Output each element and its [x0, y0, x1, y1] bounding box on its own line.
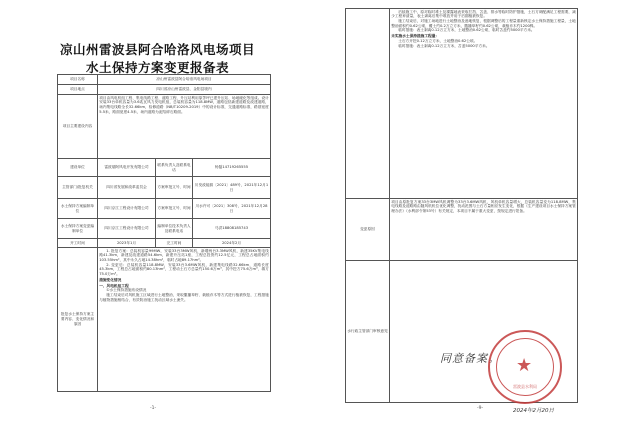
value-approval-number: 川发改能源〔2021〕489号，2021年12月1日: [193, 177, 271, 199]
label-project-name: 项目名称: [58, 75, 98, 85]
continued-blank-label: [346, 9, 390, 199]
value-main-content: 项目由风电机组工程、集电线路工程、道路工程、升压站利用原茅坪已建升压站、场地硬化等组成。设计安装33台单机容量为3.6兆瓦风力发电机组，总装机容量为118.8MW，道路包括新建道路及改建道路，场内集电线路全长32.66km，检修道路（NB/T10209-2019）中的设计标准，交通道路标准，路基宽度5.5米，路面宽度4.5米，场内道路为泥结碎石路面。: [98, 95, 271, 159]
label-project-location: 项目地点: [58, 85, 98, 95]
continued-paragraph-2: 施工结束后，对施工场地进行土地整治及迹地恢复，根据调整后的工程量重新核定水土保持措施工程量，土地整治面积约0.62公顷，覆土约0.2万立方米，撒播草籽约0.62公顷，栽植乔木约1200株。: [391, 19, 576, 28]
seal-text: 雷波县水利局: [513, 384, 537, 389]
label-change-description: 批复水土保持方案主要内容、变化情况和原因: [58, 248, 98, 392]
continued-paragraph-4: 未实施水土保持措施工程量：: [391, 34, 440, 39]
value-change-reason: 项目由原批复方案33台3MW风机调整为33台3.6MW风机，风机单机容量增大，总装机容量变为118.8MW，集电线路及道路路由随风机机位优化调整，扰动范围与土石方量相应发生变化，根据《生产建设项目水土保持方案管理办法》（水利部令第53号）有关规定，本项目不属于重大变更，按规定进行报备。: [390, 199, 578, 261]
continued-paragraph-6: 临时措施：表土剥离0.12万立方米，苫盖5000平方米。: [398, 43, 490, 48]
value-start-time: 2023年1月: [98, 239, 156, 248]
label-approval-authority: 主管部门/批复机关: [58, 177, 98, 199]
value-construction-unit: 雷波瑞阿风电开发有限公司: [98, 159, 156, 177]
label-main-content: 项目主要建设内容: [58, 95, 98, 159]
measure-heading: 措施变化情况: [99, 277, 122, 282]
label-authority-opinion: 水行政主管部门审核意见: [346, 261, 390, 403]
handwritten-date: 2024年2月20日: [513, 408, 554, 414]
value-project-name: 凉山州雷波县阿合哈洛风电场项目: [98, 75, 271, 85]
change-paragraph-2: 2. 变更后：总装机容量118.8MW，安装33台3.6MW风机，新建集电线路32.66km，道路长度45.3km，工程总占地面积约80.13hm²，工程动土石方总量约150.6万m³，其中挖方75.6万m³，填方75.0万m³。: [99, 262, 269, 277]
label-contact-person: 联系负责人及联系电话: [156, 159, 193, 177]
seal-star-icon: ★: [516, 355, 533, 376]
continued-measures-cell: [390, 9, 578, 199]
label-plan-approval: 方案审批文号、时间: [156, 199, 193, 219]
change-report-table: [57, 74, 271, 392]
value-plan-unit: 四川京江工程设计有限公司: [98, 199, 156, 219]
report-title-line2: 水土保持方案变更报备表: [85, 60, 229, 75]
label-approval-number: 方案审批文号、时间: [156, 177, 193, 199]
measure-text: 施工结束后对风机施工区域进行土地整治，采取撒播草籽、栽植乔木等方式进行植被恢复，工程措施与植物措施相结合，有效防治施工扰动区域水土流失。: [99, 292, 269, 302]
change-description-cell: [98, 248, 271, 392]
label-construction-unit: 建设单位: [58, 159, 98, 177]
value-tech-lead: 马洪18808185743: [193, 219, 271, 239]
value-end-time: 2024年2月: [193, 239, 271, 248]
continued-paragraph-5: 土石方开挖0.12万立方米，土地整治0.62公顷。: [398, 38, 478, 43]
value-approval-authority: 四川省发展和改革委员会: [98, 177, 156, 199]
report-title-line1: 凉山州雷波县阿合哈洛风电场项目: [59, 42, 255, 57]
value-change-unit: 四川京江工程设计有限公司: [98, 219, 156, 239]
label-start-time: 开工时间: [58, 239, 98, 248]
official-seal: [488, 330, 562, 404]
continued-paragraph-3: 临时措施：表土剥离0.12万立方米，土地整治0.62公顷，临时苫盖约5000平方米。: [398, 28, 535, 33]
value-project-location: 四川省凉山州雷波县、金阳县境内: [98, 85, 271, 95]
continued-paragraph-1: 后续施工中，原对临时堆土及裸露地表采取拦挡、苫盖、排水等临时防护措施，土石方调配满足工程需要，减少工程弃渣量，表土剥离后集中堆放并用于后期植被恢复。: [391, 9, 576, 19]
change-paragraph-1: 1. 批复方案：总装机容量99MW，安装33台3MW风机，新增两台3.3MW风机，新建35KV集电线路41.3km，新建及改建道路54.6km，新建升压站1座，工程总投资约12.5亿元，工程总占地面积约103.55hm²，其中永久占地14.38hm²，临时占地89.17hm²。: [99, 248, 269, 262]
handwritten-approval: 同意备案。: [440, 352, 500, 365]
value-plan-approval: 川水许可〔2021〕308号，2021年12月28日: [193, 199, 271, 219]
label-tech-lead: 编制单位技术负责人及联系电话: [156, 219, 193, 239]
value-contact-person: 杨磊14719265555: [193, 159, 271, 177]
page-number-right: -9-: [477, 406, 484, 411]
measure-item: ①水土保持措施布设情况: [106, 288, 147, 293]
measure-subheading: 一、风电机组工程: [99, 283, 129, 288]
label-end-time: 完工时间: [156, 239, 193, 248]
label-change-reason: 变更原因: [346, 199, 390, 261]
label-plan-unit: 水土保持方案编制单位: [58, 199, 98, 219]
label-change-unit: 水土保持方案变更编制单位: [58, 219, 98, 239]
page-number-left: -1-: [150, 406, 157, 411]
